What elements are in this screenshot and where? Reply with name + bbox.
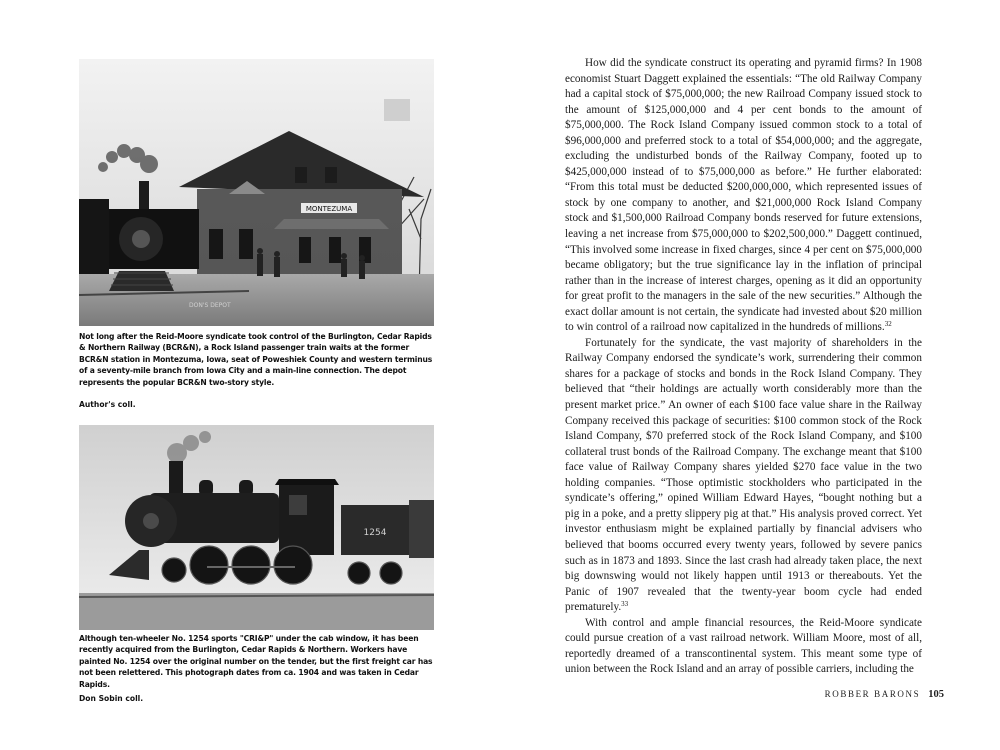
paragraph-2	[565, 336, 922, 616]
footnote-ref-33[interactable]: 33	[621, 600, 629, 609]
locomotive-photo	[79, 425, 434, 630]
depot-photo	[79, 59, 434, 326]
paragraph-1-text: How did the syndicate construct its operating and pyramid firms? In 1908 economist Stuart Daggett explained the essentials: “The old Railway Company had a capital stock of $75,000,000; the new Railroad Company issued stock to the amount of $125,000,000 and 4 per cent bonds to the amount of $75,000,000. The Rock Island Company issued common stock to a total of $96,000,000 and preferred stock to a total of $54,000,000; and the aggregate, excluding the undisturbed bonds of the Railway Company, footed up to $425,000,000 instead of to $75,000,000 as before.” He further elaborated: “From this total must be deducted $200,000,000, which represented issues of stock by one company to another, and $21,000,000 Rock Island Company stock and $1,500,000 Railroad Company bonds reserved for future extensions, leaving a net increase from $75,000,000 to $202,500,000.” Daggett continued, “This involved some increase in fixed charges, since 4 per cent on $75,000,000 became obligatory; but the true significance lay in the inflation of principal rather than in the increase of interest charges, opening as it did an opportunity for great profit to the managers in the sale of the new securities.” Although the exact dollar amount is not certain, the syndicate had invested about $20 million to win control of a railroad now capitalized in the hundreds of millions.	[565, 57, 922, 334]
running-head	[825, 689, 944, 700]
locomotive-illustration	[79, 425, 434, 630]
body-text	[565, 56, 922, 678]
page-number: 105	[928, 689, 944, 700]
figure-2-caption: Although ten-wheeler No. 1254 sports "CRI&P" under the cab window, it has been recently acquired from the Burlington, Cedar Rapids & Northern. Workers have painted No. 1254 over the original number on the tender, but the first freight car has not been relettered. This photograph dates from ca. 1904 and was taken in Cedar Rapids.	[79, 634, 433, 689]
right-page	[500, 0, 1000, 750]
paragraph-3: With control and ample financial resources, the Reid-Moore syndicate could pursue creation of a vast railroad network. William Moore, most of all, reportedly dreamed of a transcontinental system. This meant some type of union between the Rock Island and an array of possible carriers, including the	[565, 616, 922, 676]
figure-1-caption: Not long after the Reid-Moore syndicate took control of the Burlington, Cedar Rapids & Northern Railway (BCR&N), a Rock Island passenger train waits at the former BCR&N station in Montezuma, Iowa, seat of Poweshiek County and western terminus of a seventy-mile branch from Iowa City and a main-line connection. The depot represents the popular BCR&N two-story style.	[79, 332, 433, 387]
paragraph-2-text: Fortunately for the syndicate, the vast majority of shareholders in the Railway Company endorsed the syndicate’s work, surrendering their common shares for a package of stocks and bonds in the Rock Island Company. They believed that “their holdings are actually worth considerably more than the present market price.” An owner of each $100 face value share in the Railway Company received this package of securities: $100 common stock of the Rock Island Company, $70 preferred stock of the Rock Island Company, and $100 collateral trust bonds of the Railroad Company. The exchange meant that $100 face value of Railway Company shares yielded $270 face value in the two holding companies. “Those optimistic stockholders who participated in the syndicate’s offering,” opined William Edward Hayes, “bought nothing but a pig in a poke, and a pretty slippery pig at that.” His analysis proved correct. Yet investor enthusiasm might be explained partially by financial advisers who believed that booms occurred every twenty years, followed by severe panics such as in 1873 and 1893. Since the last crash had already taken place, the next big downswing would not likely happen until 1913 or thereabouts. Yet the Panic of 1907 revealed that the twenty-year boom cycle had ended prematurely.	[565, 336, 922, 614]
figure-2-credit: Don Sobin coll.	[79, 694, 144, 703]
station-sign: MONTEZUMA	[305, 205, 353, 213]
figure-1-credit: Author's coll.	[79, 400, 136, 409]
footnote-ref-32[interactable]: 32	[884, 320, 892, 329]
depot-illustration	[79, 59, 434, 326]
photo-stamp: DON'S DEPOT	[189, 302, 231, 309]
paragraph-1	[565, 56, 922, 336]
tender-number: 1254	[363, 528, 387, 538]
running-title: ROBBER BARONS	[824, 689, 921, 699]
